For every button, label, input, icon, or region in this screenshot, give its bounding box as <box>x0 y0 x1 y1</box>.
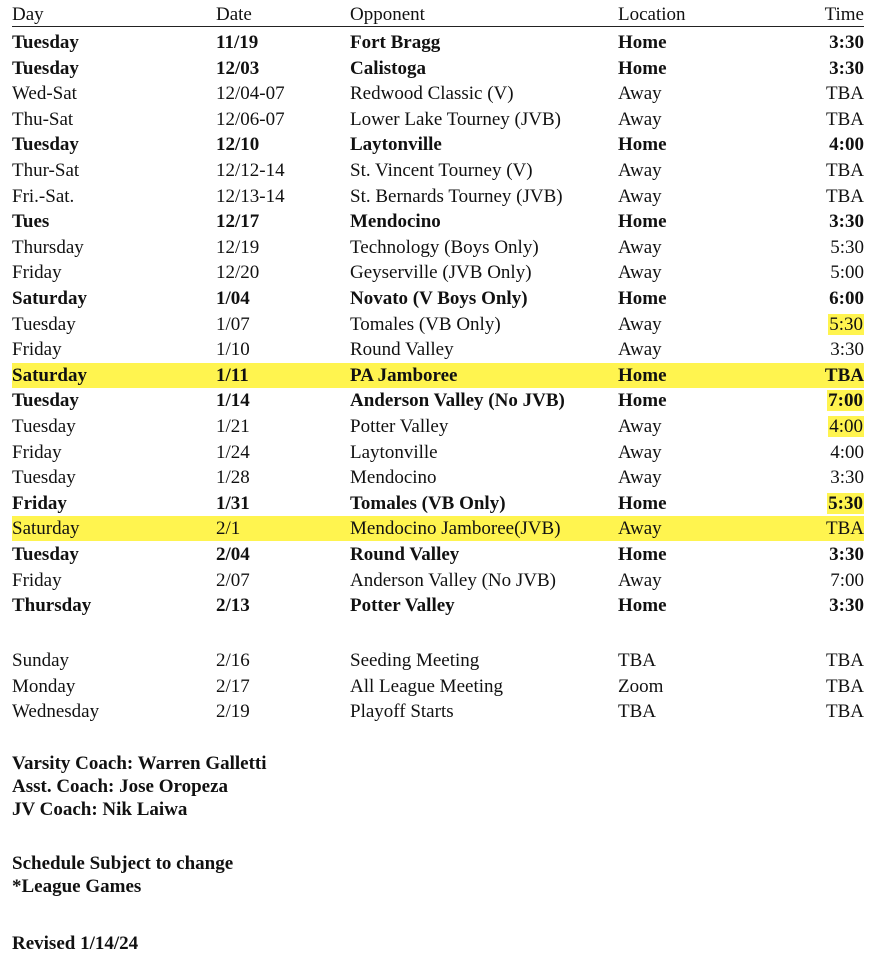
games-opponent: PA Jamboree <box>350 364 458 386</box>
games-row <box>12 235 864 260</box>
header-location: Location <box>618 4 686 25</box>
events-date: 2/17 <box>216 675 250 697</box>
games-opponent: Laytonville <box>350 441 438 463</box>
games-location: Away <box>618 262 662 284</box>
games-day: Saturday <box>12 364 87 386</box>
games-time: 3:30 <box>829 57 864 79</box>
league-games-note: *League Games <box>12 876 142 897</box>
games-date: 2/1 <box>216 518 241 540</box>
games-date: 1/04 <box>216 288 250 309</box>
games-day: Tuesday <box>12 544 79 565</box>
games-date: 2/07 <box>216 569 250 591</box>
games-date: 1/10 <box>216 339 250 361</box>
games-row <box>12 363 864 388</box>
games-day: Tuesday <box>12 416 76 437</box>
games-time: 5:00 <box>830 262 864 284</box>
events-location: TBA <box>618 701 656 723</box>
games-time: 7:00 <box>830 569 864 591</box>
games-day: Tuesday <box>12 134 79 156</box>
games-time: TBA <box>824 364 864 386</box>
games-opponent: St. Bernards Tourney (JVB) <box>350 185 563 207</box>
games-location: Away <box>618 569 662 591</box>
games-time: 3:30 <box>829 211 864 233</box>
games-time: TBA <box>826 160 864 181</box>
games-time: 3:30 <box>830 339 864 361</box>
games-location: Away <box>618 160 662 181</box>
asst-coach: Asst. Coach: Jose Oropeza <box>12 776 229 797</box>
games-opponent: Round Valley <box>350 339 454 361</box>
games-date: 12/13-14 <box>216 185 285 207</box>
games-row <box>12 465 864 490</box>
games-row <box>12 209 864 234</box>
schedule-note: Schedule Subject to change <box>12 853 234 874</box>
games-opponent: Laytonville <box>350 134 442 156</box>
games-day: Tuesday <box>12 313 76 335</box>
games-day: Friday <box>12 569 62 591</box>
events-day: Sunday <box>12 650 69 671</box>
events-day: Wednesday <box>12 701 100 723</box>
games-row <box>12 542 864 567</box>
games-location: Home <box>618 492 667 514</box>
games-opponent: Potter Valley <box>350 416 449 437</box>
games-time <box>828 414 864 439</box>
games-location: Away <box>618 441 662 463</box>
games-date: 1/24 <box>216 441 250 463</box>
events-date: 2/16 <box>216 650 250 671</box>
games-row <box>12 388 864 413</box>
events-opponent: All League Meeting <box>350 675 504 697</box>
games-day: Thursday <box>12 236 84 258</box>
games-day: Friday <box>12 339 62 361</box>
games-row <box>12 568 864 593</box>
games-date: 11/19 <box>216 32 259 53</box>
games-day: Thur-Sat <box>12 160 80 181</box>
games-date: 12/12-14 <box>216 160 285 181</box>
games-time: 6:00 <box>829 288 864 309</box>
games-time: 3:30 <box>829 544 864 565</box>
games-time <box>828 312 864 337</box>
games-row <box>12 491 864 516</box>
games-day: Friday <box>12 441 62 463</box>
games-row <box>12 286 864 311</box>
games-day: Saturday <box>12 518 80 540</box>
games-time-highlighted: 7:00 <box>828 390 863 412</box>
events-day: Monday <box>12 675 76 697</box>
games-row <box>12 107 864 132</box>
games-date: 12/19 <box>216 236 260 258</box>
header-time: Time <box>824 4 864 25</box>
games-opponent: Tomales (VB Only) <box>350 313 501 335</box>
events-opponent: Playoff Starts <box>350 701 454 723</box>
games-date: 1/28 <box>216 467 250 489</box>
games-location: Away <box>618 313 662 335</box>
events-time: TBA <box>826 701 864 723</box>
events-time: TBA <box>826 650 864 671</box>
games-date: 12/20 <box>216 262 260 284</box>
games-time <box>827 491 864 516</box>
games-date: 1/31 <box>216 492 250 514</box>
staff-block <box>12 752 267 821</box>
games-day: Friday <box>12 262 62 284</box>
notes-block <box>12 852 233 898</box>
games-location: Away <box>618 467 662 489</box>
games-day: Tuesday <box>12 467 76 489</box>
events-row <box>12 648 864 673</box>
games-opponent: Redwood Classic (V) <box>350 83 514 105</box>
games-location: Home <box>618 57 667 79</box>
games-day: Fri.-Sat. <box>12 185 75 207</box>
events-location: Zoom <box>618 675 664 697</box>
games-row <box>12 81 864 106</box>
games-opponent: Geyserville (JVB Only) <box>350 262 532 284</box>
games-day: Tuesday <box>12 57 79 79</box>
games-row <box>12 337 864 362</box>
games-day: Saturday <box>12 288 87 309</box>
games-time: 4:00 <box>830 441 864 463</box>
games-opponent: Anderson Valley (No JVB) <box>350 390 565 412</box>
games-opponent: Calistoga <box>350 57 426 79</box>
games-time: 3:30 <box>829 595 864 617</box>
games-day: Friday <box>12 492 67 514</box>
games-location: Home <box>618 544 667 565</box>
games-opponent: Tomales (VB Only) <box>350 492 506 514</box>
games-time <box>827 388 864 413</box>
games-date: 1/11 <box>216 364 249 386</box>
jv-coach: JV Coach: Nik Laiwa <box>12 799 188 820</box>
games-location: Home <box>618 595 667 617</box>
events-time: TBA <box>826 675 864 697</box>
games-row <box>12 516 864 541</box>
games-row <box>12 440 864 465</box>
games-date: 2/13 <box>216 595 250 617</box>
games-opponent: Potter Valley <box>350 595 455 617</box>
games-date: 12/04-07 <box>216 83 285 105</box>
games-time: TBA <box>826 185 864 207</box>
games-opponent: Novato (V Boys Only) <box>350 288 528 309</box>
events-row <box>12 674 864 699</box>
games-date: 1/21 <box>216 416 250 437</box>
games-time: 5:30 <box>830 236 864 258</box>
games-day: Tuesday <box>12 390 79 412</box>
games-location: Home <box>618 390 667 412</box>
games-location: Away <box>618 416 662 437</box>
games-location: Away <box>618 518 662 540</box>
games-location: Home <box>618 211 667 233</box>
games-opponent: Anderson Valley (No JVB) <box>350 569 556 591</box>
games-time-highlighted: 5:30 <box>829 313 863 335</box>
events-location: TBA <box>618 650 656 671</box>
games-time: TBA <box>826 518 864 540</box>
games-time: 3:30 <box>829 32 864 53</box>
games-row <box>12 30 864 55</box>
games-date: 12/06-07 <box>216 108 285 130</box>
games-location: Away <box>618 83 662 105</box>
header-day: Day <box>12 4 44 25</box>
games-day: Tuesday <box>12 32 79 53</box>
games-row <box>12 158 864 183</box>
games-time-highlighted: 4:00 <box>829 416 863 437</box>
games-time: 4:00 <box>829 134 864 156</box>
games-opponent: Technology (Boys Only) <box>350 236 539 258</box>
header-date: Date <box>216 4 252 25</box>
revised-date: Revised 1/14/24 <box>12 933 139 954</box>
games-opponent: Lower Lake Tourney (JVB) <box>350 108 561 130</box>
games-row <box>12 312 864 337</box>
games-opponent: Fort Bragg <box>350 32 441 53</box>
games-location: Home <box>618 288 667 309</box>
games-location: Home <box>618 134 667 156</box>
games-day: Thursday <box>12 595 92 617</box>
games-day: Wed-Sat <box>12 83 77 105</box>
games-row <box>12 184 864 209</box>
games-row <box>12 414 864 439</box>
games-date: 12/03 <box>216 57 260 79</box>
games-location: Away <box>618 236 662 258</box>
events-opponent: Seeding Meeting <box>350 650 480 671</box>
games-day: Tues <box>12 211 50 233</box>
games-date: 2/04 <box>216 544 250 565</box>
games-opponent: Mendocino Jamboree(JVB) <box>350 518 561 540</box>
games-location: Home <box>618 364 667 386</box>
games-location: Away <box>618 108 662 130</box>
games-row <box>12 593 864 618</box>
events-row <box>12 699 864 724</box>
varsity-coach: Varsity Coach: Warren Galletti <box>12 753 267 774</box>
games-time: TBA <box>826 108 864 130</box>
games-day: Thu-Sat <box>12 108 74 130</box>
games-opponent: Mendocino <box>350 467 437 489</box>
games-row <box>12 56 864 81</box>
games-time: TBA <box>826 83 864 105</box>
games-date: 1/07 <box>216 313 250 335</box>
games-location: Away <box>618 339 662 361</box>
games-opponent: St. Vincent Tourney (V) <box>350 160 533 181</box>
games-location: Away <box>618 185 662 207</box>
games-date: 12/10 <box>216 134 260 156</box>
games-date: 1/14 <box>216 390 250 412</box>
games-time: 3:30 <box>830 467 864 489</box>
games-time-highlighted: 5:30 <box>828 492 863 514</box>
schedule-header <box>12 4 864 27</box>
events-date: 2/19 <box>216 701 250 723</box>
games-row <box>12 260 864 285</box>
games-location: Home <box>618 32 667 53</box>
games-opponent: Mendocino <box>350 211 441 233</box>
games-opponent: Round Valley <box>350 544 460 565</box>
games-date: 12/17 <box>216 211 260 233</box>
header-opponent: Opponent <box>350 4 425 25</box>
games-row <box>12 132 864 157</box>
